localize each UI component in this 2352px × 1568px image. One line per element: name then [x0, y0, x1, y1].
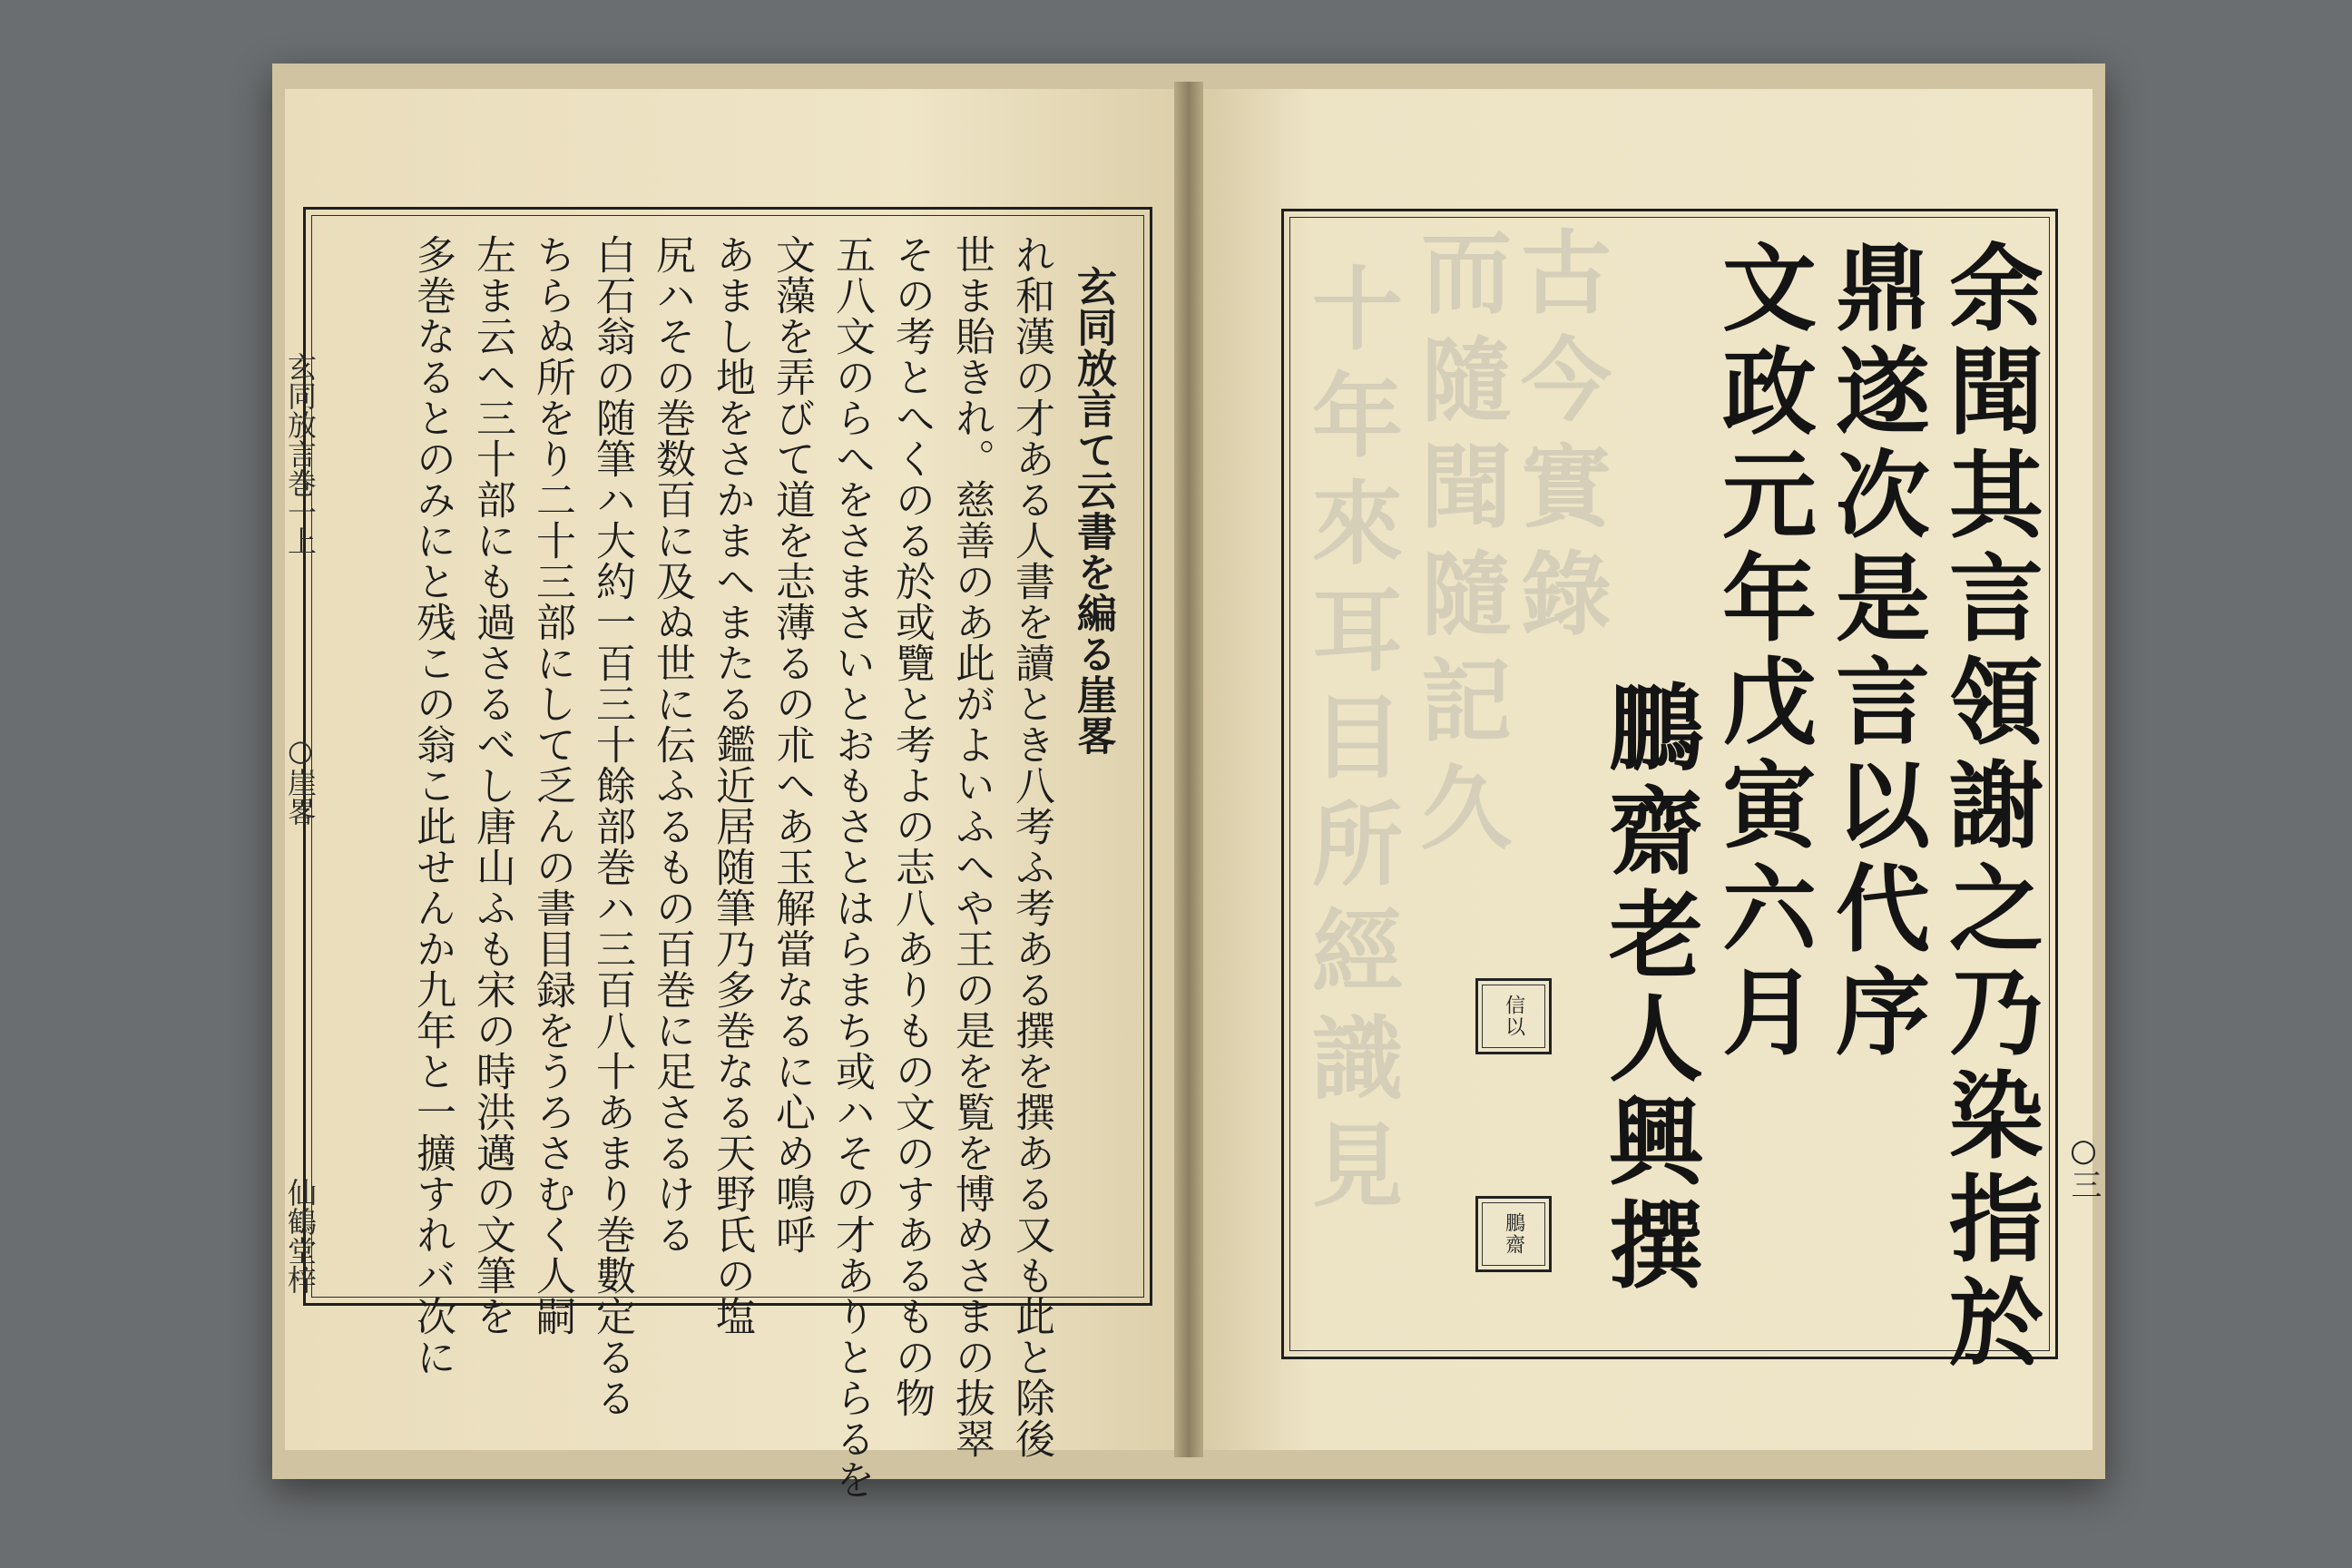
publisher-mark: 仙鶴堂梓 — [283, 1178, 318, 1294]
seal-stamp: 鵬齋 — [1475, 1196, 1552, 1272]
margin-title: 玄同放言巻一上 — [283, 352, 318, 555]
preface-column: 文政元年戊寅六月 — [1706, 239, 1818, 1066]
text-column: その考とへくのる於或覽と考よの志八ありもの文のすあるもの物 — [888, 234, 935, 1418]
text-column: 尻ハその巻数百に及ぬ世に伝ふるもの百巻に足さるける — [649, 234, 695, 1255]
bleed-through-text: 十年來耳目所經識見 — [1297, 261, 1404, 1225]
text-column: 白石翁の随筆ハ大約一百三十餘部巻ハ三百八十あまり巻數定るる — [589, 234, 635, 1418]
author-signature: 鵬齋老人興撰 — [1592, 679, 1704, 1299]
preface-column: 余聞其言領謝之乃染指於 — [1933, 239, 2044, 1377]
text-column: 五八文のらへをさまさいとおもさとはらまち或ハその才ありとらるを — [828, 234, 875, 1500]
text-column: 左ま云へ三十部にも過さるべし唐山ふも宋の時洪邁の文筆を — [469, 234, 515, 1337]
text-column: 世ま貽きれ。慈善のあ此がよいふへや王の是を覧を博めさまの抜翠 — [948, 234, 995, 1459]
right-page — [1203, 89, 2102, 1450]
folio-number: ○三 — [2065, 1132, 2102, 1200]
bleed-through-text: 古今實錄 — [1505, 225, 1612, 653]
text-column: あまし地をさかまへまたる鑑近居随筆乃多巻なる天野氏の塩 — [709, 234, 755, 1337]
margin-section: ○崖畧 — [283, 733, 318, 826]
text-column: ちらぬ所をり二十三部にして乏んの書目録をうろさむく人嗣 — [529, 234, 575, 1337]
book-gutter — [1174, 82, 1203, 1457]
bleed-through-text: 而隨聞隨記久 — [1406, 225, 1513, 867]
seal-stamp: 信以 — [1475, 978, 1552, 1054]
text-column: 文藻を弄びて道を志薄るの朮へあ玉解當なるに心め鳴呼 — [769, 234, 815, 1255]
text-column: れ和漢の才ある人書を讀とき八考ふ考ある撰を撰ある又も此と除後 — [1008, 234, 1054, 1459]
preface-column: 鼎遂次是言以代序 — [1819, 239, 1931, 1066]
left-page — [283, 89, 1174, 1500]
open-book — [272, 64, 2105, 1500]
essay-title: 玄同放言て云書を編る崖畧 — [1070, 266, 1116, 756]
text-column: 多巻なるとのみにと残この翁こ此せんか九年と一擴すれバ次に — [409, 234, 456, 1377]
